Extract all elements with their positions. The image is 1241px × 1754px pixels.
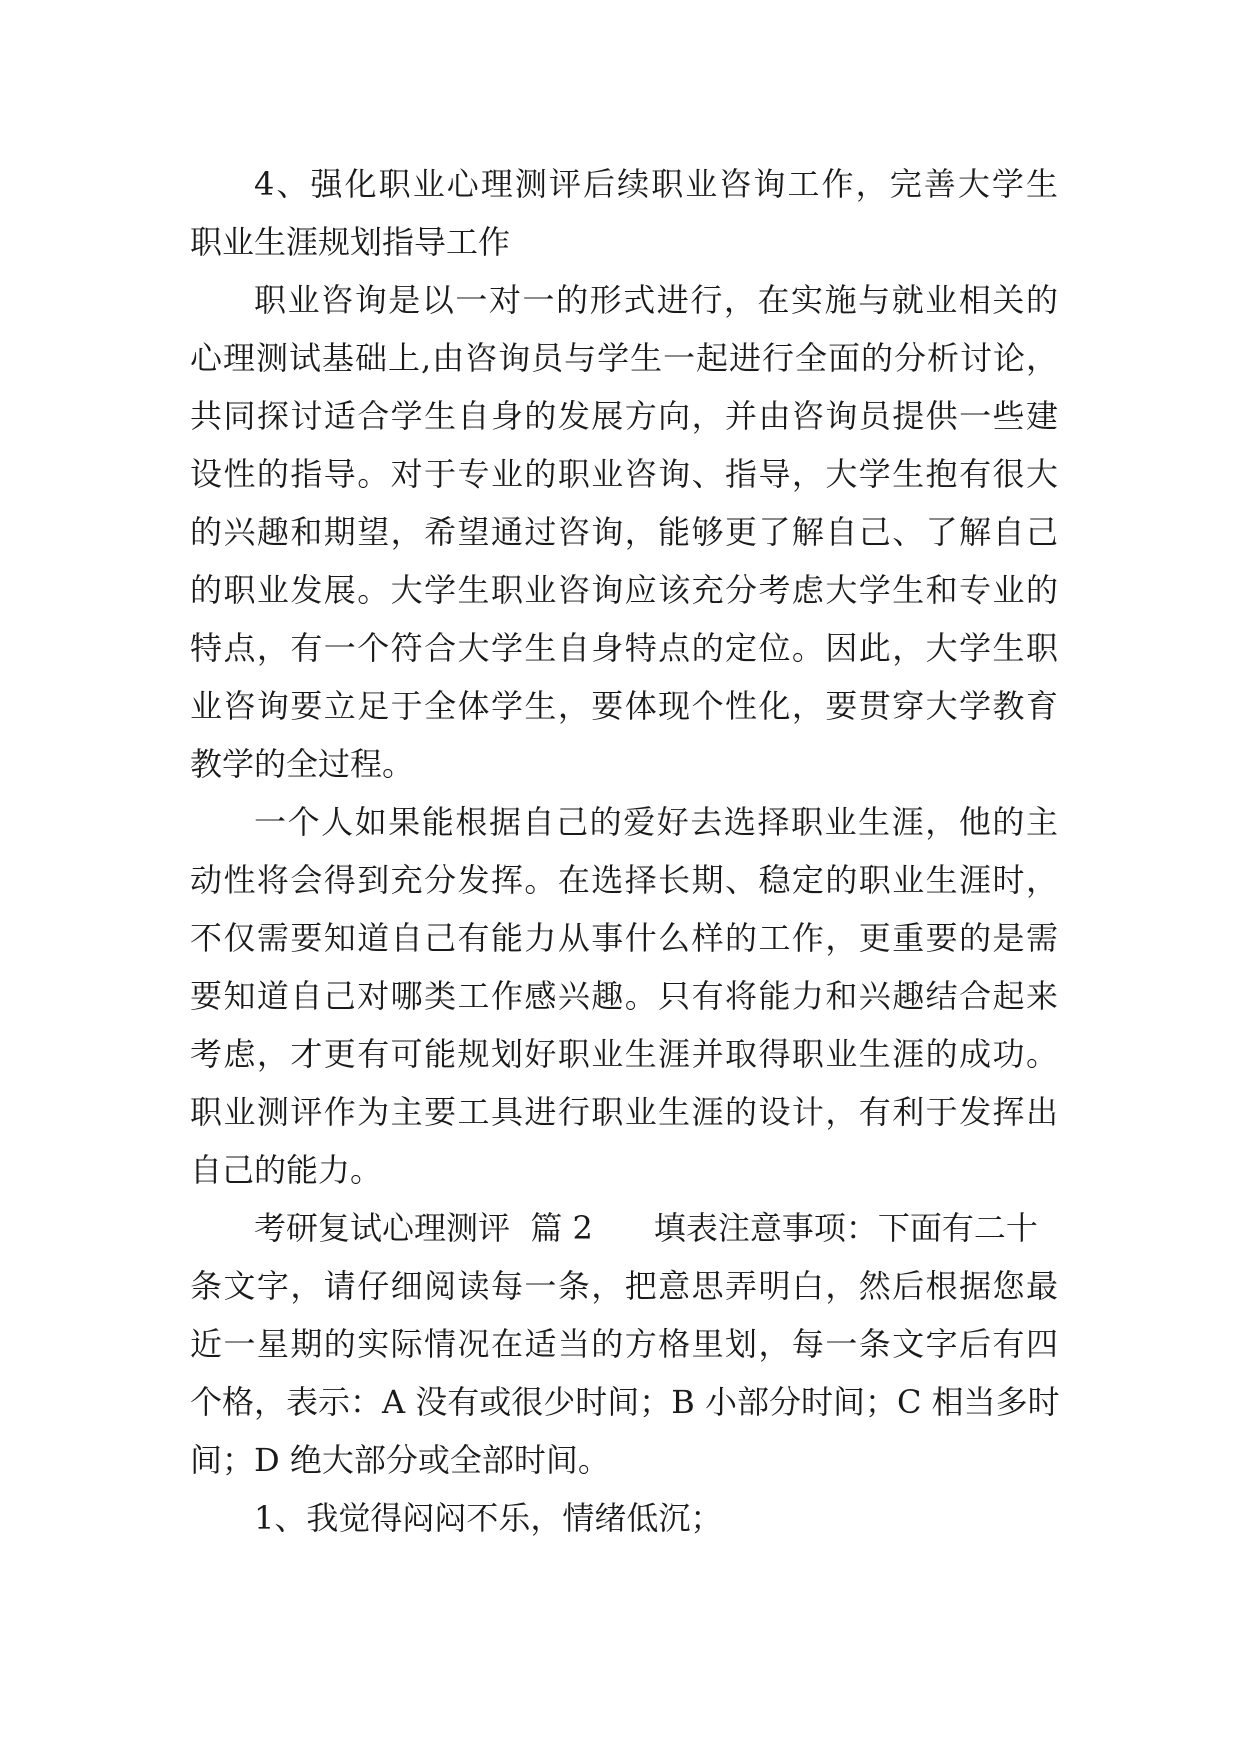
text-line: 要知道自己对哪类工作感兴趣。只有将能力和兴趣结合起来 [190, 977, 1058, 1015]
text-line: 考研复试心理测评 篇 2 填表注意事项：下面有二十 [254, 1209, 1038, 1247]
text-line: 个格，表示：A 没有或很少时间；B 小部分时间；C 相当多时 [190, 1383, 1060, 1421]
document-body [190, 155, 1058, 1547]
text-line: 职业生涯规划指导工作 [190, 223, 511, 261]
text-line: 一个人如果能根据自己的爱好去选择职业生涯，他的主 [254, 803, 1058, 841]
text-line: 4、强化职业心理测评后续职业咨询工作，完善大学生 [254, 165, 1058, 203]
text-line: 不仅需要知道自己有能力从事什么样的工作，更重要的是需 [190, 919, 1058, 957]
text-line: 条文字，请仔细阅读每一条，把意思弄明白，然后根据您最 [190, 1267, 1058, 1305]
text-line: 动性将会得到充分发挥。在选择长期、稳定的职业生涯时， [190, 861, 1058, 899]
paragraph-interest-career [190, 793, 1058, 1199]
text-line: 自己的能力。 [190, 1151, 383, 1189]
section-heading-4 [190, 155, 1058, 271]
text-line: 职业咨询是以一对一的形式进行，在实施与就业相关的 [254, 281, 1058, 319]
questionnaire-item-1 [190, 1489, 1058, 1547]
text-line: 1、我觉得闷闷不乐，情绪低沉； [254, 1499, 723, 1537]
text-line: 业咨询要立足于全体学生，要体现个性化，要贯穿大学教育 [190, 687, 1058, 725]
text-line: 职业测评作为主要工具进行职业生涯的设计，有利于发挥出 [190, 1093, 1058, 1131]
paragraph-career-consulting [190, 271, 1058, 793]
text-line: 设性的指导。对于专业的职业咨询、指导，大学生抱有很大 [190, 455, 1058, 493]
text-line: 的职业发展。大学生职业咨询应该充分考虑大学生和专业的 [190, 571, 1058, 609]
text-line: 考虑，才更有可能规划好职业生涯并取得职业生涯的成功。 [190, 1035, 1058, 1073]
text-line: 特点，有一个符合大学生自身特点的定位。因此，大学生职 [190, 629, 1058, 667]
text-line: 近一星期的实际情况在适当的方格里划，每一条文字后有四 [190, 1325, 1058, 1363]
text-line: 教学的全过程。 [190, 745, 415, 783]
text-line: 间；D 绝大部分或全部时间。 [190, 1441, 610, 1479]
paragraph-part-2-instructions [190, 1199, 1058, 1489]
text-line: 心理测试基础上,由咨询员与学生一起进行全面的分析讨论， [190, 339, 1058, 377]
text-line: 的兴趣和期望，希望通过咨询，能够更了解自己、了解自己 [190, 513, 1058, 551]
text-line: 共同探讨适合学生自身的发展方向，并由咨询员提供一些建 [190, 397, 1058, 435]
